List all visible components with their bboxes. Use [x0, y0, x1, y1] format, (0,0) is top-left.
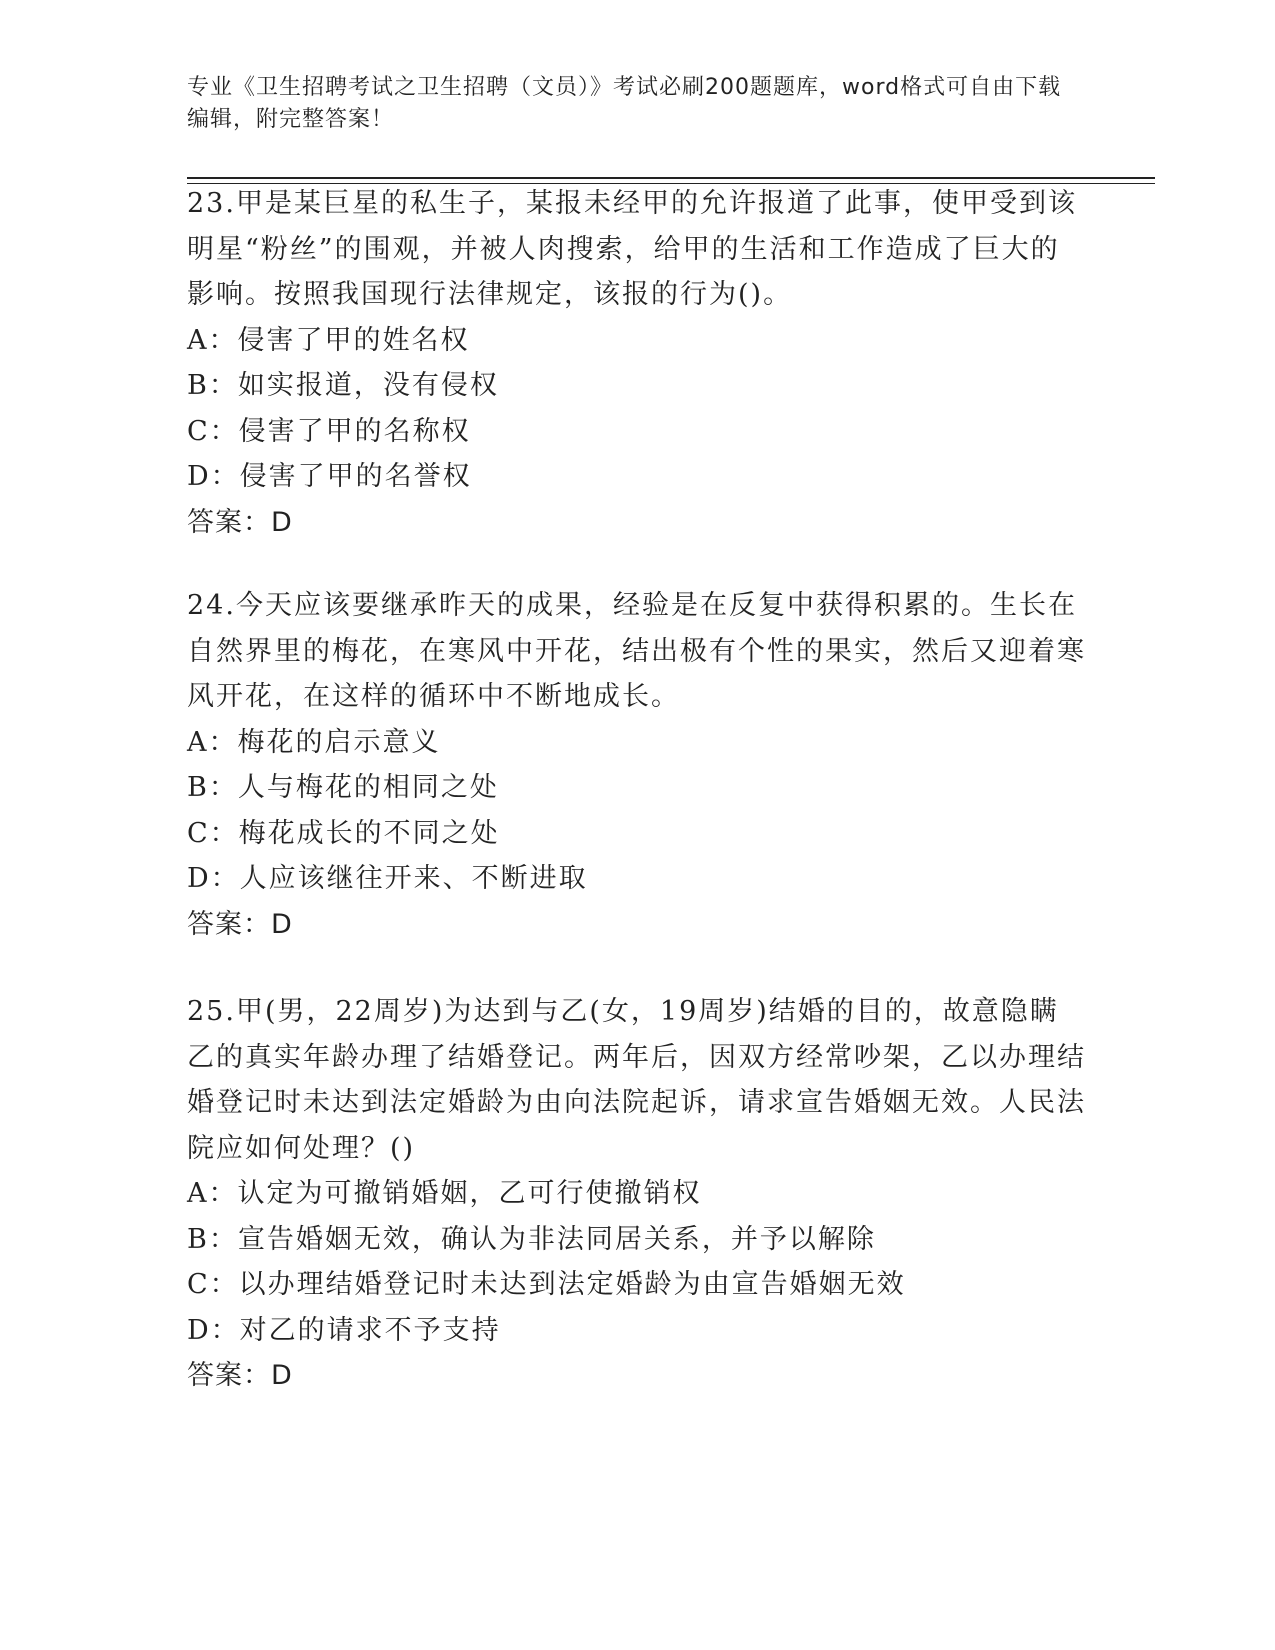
option-b: B：人与梅花的相同之处	[187, 772, 499, 803]
question-25	[187, 989, 1087, 1399]
question-23	[187, 181, 1087, 545]
option-d: D：侵害了甲的名誉权	[187, 461, 472, 492]
option-d: D：人应该继往开来、不断进取	[187, 863, 588, 894]
question-stem: 23.甲是某巨星的私生子，某报未经甲的允许报道了此事，使甲受到该明星“粉丝”的围观，并被人肉搜索，给甲的生活和工作造成了巨大的影响。按照我国现行法律规定，该报的行为()。	[187, 188, 1077, 310]
option-c: C：以办理结婚登记时未达到法定婚龄为由宣告婚姻无效	[187, 1269, 906, 1300]
question-stem: 25.甲(男，22周岁)为达到与乙(女，19周岁)结婚的目的，故意隐瞒乙的真实年龄办理了结婚登记。两年后，因双方经常吵架，乙以办理结婚登记时未达到法定婚龄为由向法院起诉，请求宣告婚姻无效。人民法院应如何处理？()	[187, 996, 1086, 1164]
option-b: B：如实报道，没有侵权	[187, 370, 499, 401]
question-stem: 24.今天应该要继承昨天的成果，经验是在反复中获得积累的。生长在自然界里的梅花，在寒风中开花，结出极有个性的果实，然后又迎着寒风开花，在这样的循环中不断地成长。	[187, 590, 1086, 712]
answer-label: 答案：D	[187, 908, 293, 940]
answer-label: 答案：D	[187, 506, 293, 538]
document-header: 专业《卫生招聘考试之卫生招聘（文员）》考试必刷200题题库，word格式可自由下载编辑，附完整答案！	[187, 75, 1062, 132]
option-d: D：对乙的请求不予支持	[187, 1314, 501, 1346]
option-c: C：侵害了甲的名称权	[187, 415, 471, 447]
header-divider-thick	[187, 177, 1155, 179]
option-b: B：宣告婚姻无效，确认为非法同居关系，并予以解除	[187, 1223, 876, 1255]
option-a: A：侵害了甲的姓名权	[187, 324, 470, 356]
question-24	[187, 583, 1087, 947]
option-a: A：梅花的启示意义	[187, 726, 441, 758]
option-c: C：梅花成长的不同之处	[187, 817, 500, 849]
option-a: A：认定为可撤销婚姻，乙可行使撤销权	[187, 1178, 702, 1209]
answer-label: 答案：D	[187, 1360, 293, 1391]
